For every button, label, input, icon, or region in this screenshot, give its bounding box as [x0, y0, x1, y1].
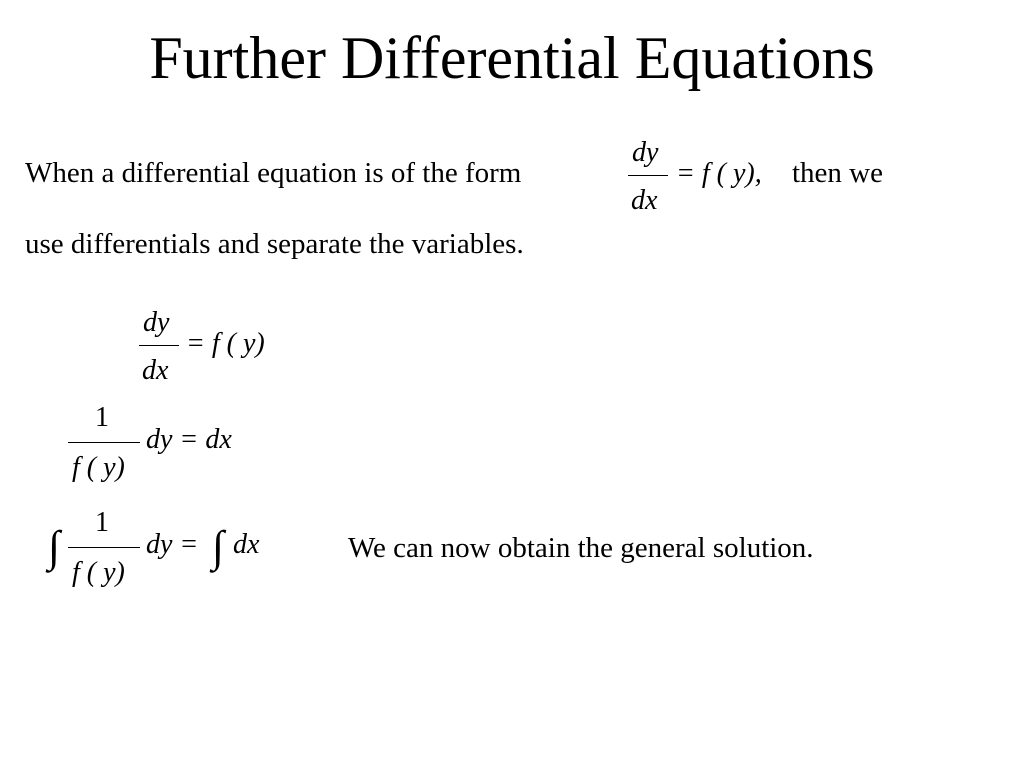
step2-fraction-numerator: 1	[95, 402, 109, 433]
inline-fraction-denominator: dx	[631, 185, 658, 216]
step1-fraction-bar	[139, 345, 179, 346]
general-solution-note: We can now obtain the general solution.	[348, 532, 814, 564]
step1-equation-rhs: = f ( y)	[186, 328, 265, 359]
step2-equation-rhs: dy = dx	[146, 424, 232, 455]
intro-text-end: then we	[792, 157, 883, 189]
integral-sign-2-icon: ∫	[212, 522, 225, 571]
integral-sign-icon: ∫	[48, 522, 61, 571]
intro-text-line2: use differentials and separate the variables.	[25, 228, 524, 260]
step3-equation-rhs: dx	[233, 529, 260, 560]
step3-equation-middle: dy =	[146, 529, 199, 560]
intro-text-start: When a differential equation is of the form	[25, 157, 522, 189]
step1-fraction-numerator: dy	[143, 307, 170, 338]
page-title: Further Differential Equations	[149, 25, 875, 91]
inline-fraction-numerator: dy	[632, 137, 659, 168]
step1-fraction-denominator: dx	[142, 355, 169, 386]
inline-fraction-bar	[628, 175, 668, 176]
step2-fraction-denominator: f ( y)	[72, 452, 125, 483]
step3-fraction-bar	[68, 547, 140, 548]
step3-fraction-denominator: f ( y)	[72, 557, 125, 588]
inline-equation-rhs: = f ( y),	[676, 158, 762, 189]
step3-fraction-numerator: 1	[95, 507, 109, 538]
step2-fraction-bar	[68, 442, 140, 443]
